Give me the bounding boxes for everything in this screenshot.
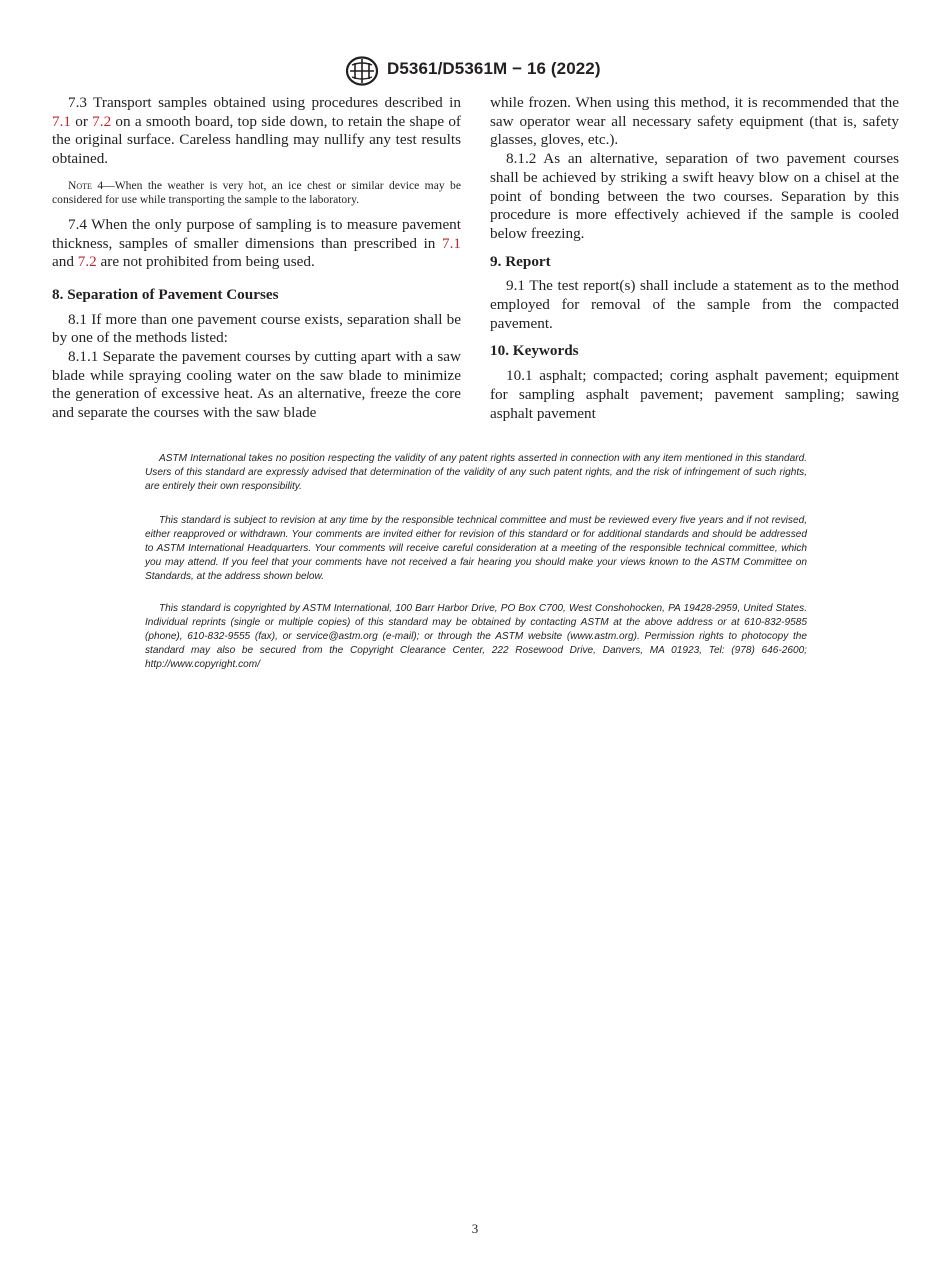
paragraph-7-3: 7.3 Transport samples obtained using procedures described in 7.1 or 7.2 on a smooth board, top side down, to retain the shape of the original surface. Careless handling may nullify any test results obtained. [52,94,461,168]
astm-logo-icon [343,56,381,86]
paragraph-8-1-1-continued: while frozen. When using this method, it is recommended that the saw operator wear all necessary safety equipment (that is, safety glasses, gloves, etc.). [490,94,899,149]
section-8-heading: 8. Separation of Pavement Courses [52,285,279,303]
note-4: Note 4—When the weather is very hot, an ice chest or similar device may be considered for use while transporting the sample to the laboratory. [52,178,461,207]
paragraph-8-1-2: 8.1.2 As an alternative, separation of two pavement courses shall be achieved by striking a swift heavy blow on a chisel at the point of bonding between the two courses. Separation by this procedure is more effectively achieved if the sample is cooled below freezing. [490,150,899,242]
link-section-7-1[interactable]: 7.1 [52,112,71,130]
paragraph-8-1: 8.1 If more than one pavement course exists, separation shall be by one of the methods listed: [52,310,461,347]
revision-notice: This standard is subject to revision at any time by the responsible technical committee and must be reviewed every five years and if not revised, either reapproved or withdrawn. Your comments are invited either for revision of this standard or for additional standards and should be addressed to ASTM International Headquarters. Your comments will receive careful consideration at a meeting of the responsible technical committee, which you may attend. If you feel that your comments have not received a fair hearing you should make your views known to the ASTM Committee on Standards, at the address shown below. [145,515,807,582]
section-9-heading: 9. Report [490,252,551,270]
link-section-7-1[interactable]: 7.1 [442,234,461,252]
section-10-heading: 10. Keywords [490,342,579,360]
right-column [490,94,899,423]
paragraph-8-1-1: 8.1.1 Separate the pavement courses by cutting apart with a saw blade while spraying cooling water on the saw blade to minimize the generation of excessive heat. As an alternative, freeze the core and separate the courses with the saw blade [52,348,461,422]
link-section-7-2[interactable]: 7.2 [92,112,112,130]
page-header [0,56,950,86]
patent-notice: ASTM International takes no position respecting the validity of any patent rights asserted in connection with any item mentioned in this standard. Users of this standard are expressly advised that determination of the validity of any such patent rights, and the risk of infringement of such rights, are entirely their own responsibility. [145,453,807,492]
paragraph-7-4: 7.4 When the only purpose of sampling is to measure pavement thickness, samples of smaller dimensions than prescribed in 7.1 and 7.2 are not prohibited from being used. [52,215,461,271]
note-label: Note 4 [68,178,104,192]
left-column [52,94,461,423]
document-id: D5361/D5361M − 16 (2022) [387,59,601,78]
paragraph-9-1: 9.1 The test report(s) shall include a statement as to the method employed for removal of the sample from the compacted pavement. [490,277,899,332]
paragraph-10-1: 10.1 asphalt; compacted; coring asphalt pavement; equipment for sampling asphalt pavement; pavement sampling; sawing asphalt pavement [490,367,899,422]
copyright-notice: This standard is copyrighted by ASTM International, 100 Barr Harbor Drive, PO Box C700, West Conshohocken, PA 19428-2959, United States. Individual reprints (single or multiple copies) of this standard may be obtained by contacting ASTM at the above address or at 610-832-9585 (phone), 610-832-9555 (fax), or service@astm.org (e-mail); or through the ASTM website (www.astm.org). Permission rights to photocopy the standard may also be secured from the Copyright Clearance Center, 222 Rosewood Drive, Danvers, MA 01923, Tel: (978) 646-2600; http://www.copyright.com/ [145,603,807,670]
page-number: 3 [471,1221,479,1236]
link-section-7-2[interactable]: 7.2 [77,253,97,271]
